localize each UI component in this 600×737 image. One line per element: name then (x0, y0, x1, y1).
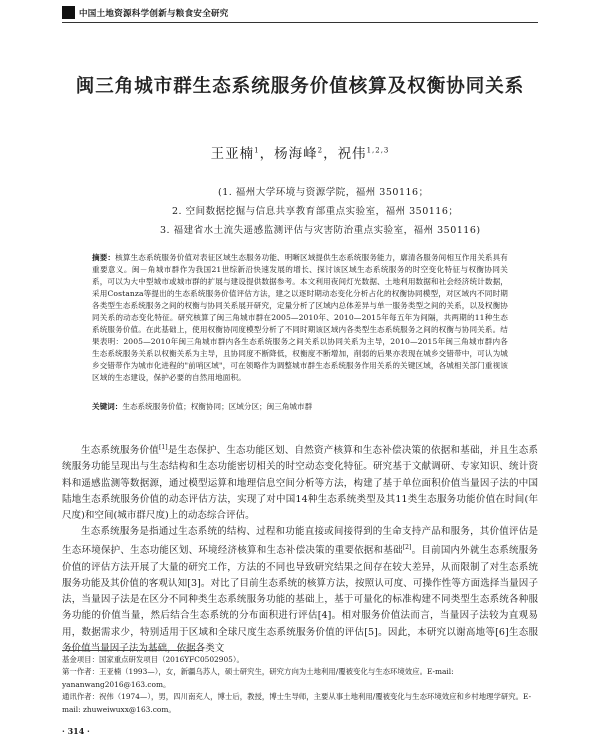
author-name: 祝伟 (337, 146, 367, 162)
footnote-funding: 基金项目：国家重点研发项目（2016YFC0502905）。 (62, 655, 244, 664)
author-line (0, 142, 600, 162)
affiliation-line: (1. 福州大学环境与资源学院，福州 350116； (218, 187, 429, 198)
citation-mark: [1] (158, 444, 168, 451)
keywords (92, 401, 508, 413)
footnote-first-author: 第一作者：王亚楠（1993—），女，新疆乌苏人，硕士研究生，研究方向为土地利用/覆被变化与生态环境效应。E-mail: yananwang2016@163.com。 (62, 667, 454, 689)
footnotes (62, 654, 538, 716)
author-affil-mark: 2 (317, 146, 324, 155)
body-text (62, 440, 538, 657)
abstract-label: 摘要： (92, 253, 116, 262)
author-name: 王亚楠 (210, 146, 255, 162)
header-rule (62, 22, 538, 23)
body-paragraph (62, 524, 538, 657)
paragraph-text: 生态系统服务价值 (81, 445, 159, 457)
author-affil-mark: 1 (254, 146, 260, 155)
author-separator: ， (259, 146, 275, 162)
affiliations (160, 183, 481, 240)
body-paragraph (62, 440, 538, 524)
author-affil-mark: 1,2,3 (366, 146, 390, 155)
header-block-icon (62, 6, 75, 19)
keywords-text: 生态系统服务价值；权衡协同；区域分区；闽三角城市群 (122, 402, 313, 411)
citation-mark: [2] (402, 544, 412, 552)
author-separator: ， (323, 146, 338, 162)
paragraph-text: 生态系统服务是指通过生态系统的结构、过程和功能直接或间接得到的生命支持产品和服务，其价值评估是生态环境保护、生态功能区划、环境经济核算和生态补偿决策的重要依据和基础 (62, 526, 538, 557)
footnote-corresponding-author: 通讯作者：祝伟（1974—），男，四川南充人，博士后，教授，博士生导师，主要从事土地利用/覆被变化与生态环境效应和乡村地理学研究。E-mail: zhuweiwuxx@163.com。 (62, 692, 532, 714)
affiliation-line: 2. 空间数据挖掘与信息共享教育部重点实验室，福州 350116； (172, 206, 459, 217)
abstract (92, 252, 508, 384)
paragraph-text: 。目前国内外就生态系统服务价值的评估方法开展了大量的研究工作，方法的不同也导致研究结果之间存在较大差异，从而限制了对生态系统服务功能及其价值的客观认知[3]。对比了目前生态系统的核算方法，按照认可度、可操作性等方面选择当量因子法，当量因子法是在区分不同种类生态系统服务功能的基础上，基于可量化的标准构建不同类型生态系统各种服务功能的价值当量，然后结合生态系统的分布面积进行评估[4]。相对服务价值法而言，当量因子法较为直观易用，数据需求少，特别适用于区域和全球尺度生态系统服务价值的评估[5]。因此，本研究以谢高地等[6]生态服务价值当量因子法为基础，依据各类文 (62, 545, 538, 654)
paper-title: 闽三角城市群生态系统服务价值核算及权衡协同关系 (75, 76, 525, 97)
abstract-text: 核算生态系统服务价值对表征区域生态服务功能、明晰区域提供生态系统服务能力，廓清各服务间相互作用关系具有重要意义。闽－角城市群作为我国21世综新沿快速发展的增长、探讨该区域生态系统服务的时空变化特征与权衡协同关系，可以为大中型城市或城市群的扩展与建设提供数据参考。本文利用夜间灯光数据、土地利用数据和社会经济统计数据，采用Costanza等提出的生态系统服务价值评估方法，建之以逐时期动态变化分析占化的权衡协同模型，对区域内不同时期各类型生态系统服务之间的权衡与协同关系展开研究，定量分析了区域内总体差异与单一服务类型之间的关系，以及权衡协同关系的动态变化特征。研究核算了闽三角城市群在2005—2010年、2010—2015年每五年为间隔，共两期的11种生态系统服务价值。在此基础上，使用权衡协同度模型分析了不同时期该区域内各类型生态系统服务之间的权衡与协同关系。结果表明：2005—2010年闽三角城市群内各生态系统服务之间关系以协同关系为主导，2010—2015年闽三角城市群内各生态系统服务关系以权衡关系为主导，且协同度不断降低，权衡度不断增加，削弱的后果亦表现在城乡交错带中，可认为城乡交错带作为城市化进程的"前哨区域"，可在领略作为调整城市群生态系统服务作用关系的关键区域，各城相关部门重视该区域的生态建设，保护必要的自然用地面积。 (92, 253, 509, 382)
author-name: 杨海峰 (274, 146, 318, 162)
running-title: 中国土地资源科学创新与粮食安全研究 (79, 8, 229, 19)
running-header (62, 6, 229, 19)
footnote-rule (62, 650, 202, 651)
affiliation-line: 3. 福建省水土流失遥感监测评估与灾害防治重点实验室，福州 350116) (160, 225, 481, 236)
keywords-label: 关键词： (92, 402, 123, 411)
page-number: · 314 · (62, 726, 90, 736)
paragraph-text: 是生态保护、生态功能区划、自然资产核算和生态补偿决策的依据和基础，并且生态系统服务功能呈现出与生态结构和生态功能密切相关的时空动态变化特征。研究基于文献调研、专家知识、统计资料和遥感监测等数据源，通过模型运算和地理信息空间分析等方法，构建了基于单位面积价值当量因子法的中国陆地生态系统服务价值的动态评估方法，实现了对中国14种生态系统类型及其11类生态服务功能价值在时间(年尺度)和空间(城市群尺度)上的动态综合评估。 (62, 445, 539, 521)
